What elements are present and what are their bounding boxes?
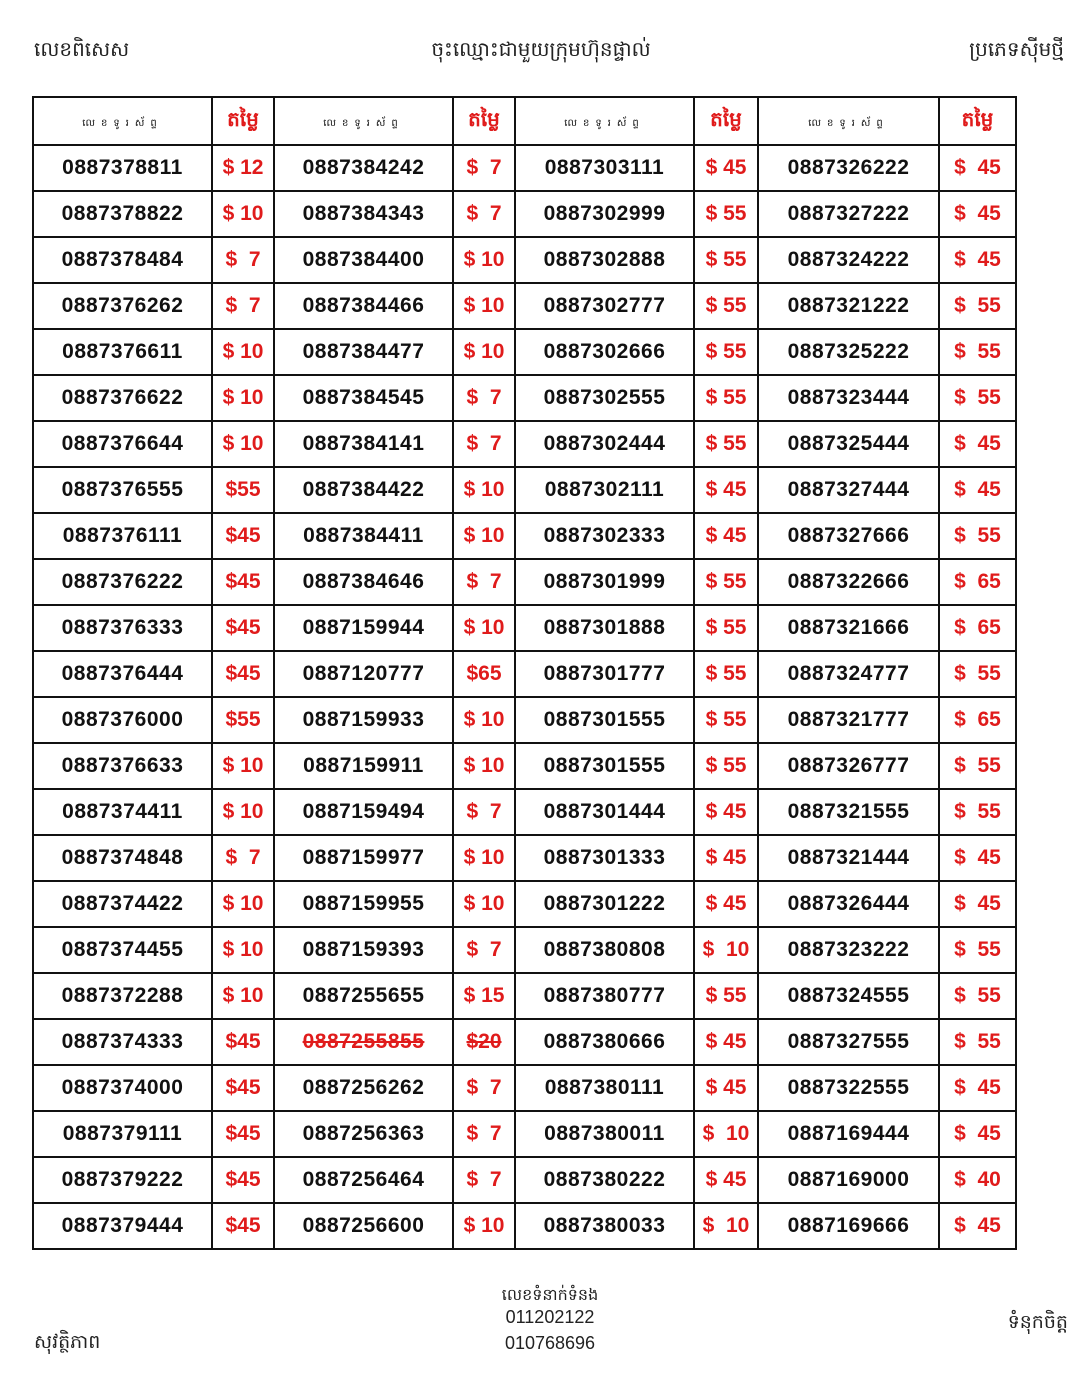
price-cell: $ 10 xyxy=(453,1203,515,1249)
price-cell: $ 10 xyxy=(212,329,274,375)
phone-number-cell: 0887321666 xyxy=(758,605,939,651)
phone-number-cell: 0887303111 xyxy=(515,145,694,191)
phone-number-cell: 0887301555 xyxy=(515,697,694,743)
price-cell: $ 7 xyxy=(453,145,515,191)
price-cell: $ 55 xyxy=(939,973,1016,1019)
column-header-price: តម្លៃ xyxy=(939,97,1016,145)
phone-number-cell: 0887376111 xyxy=(33,513,212,559)
phone-number-cell: 0887376444 xyxy=(33,651,212,697)
phone-number-cell: 0887325222 xyxy=(758,329,939,375)
phone-number-cell: 0887323444 xyxy=(758,375,939,421)
price-cell: $ 55 xyxy=(694,421,758,467)
phone-number-cell: 0887302888 xyxy=(515,237,694,283)
phone-number-cell: 0887302333 xyxy=(515,513,694,559)
price-cell: $ 10 xyxy=(453,513,515,559)
price-cell: $ 10 xyxy=(453,329,515,375)
price-cell: $ 55 xyxy=(694,559,758,605)
phone-number-cell: 0887169666 xyxy=(758,1203,939,1249)
footer-right-text: ទំនុកចិត្ត xyxy=(1007,1311,1068,1333)
phone-number-cell: 0887379111 xyxy=(33,1111,212,1157)
contact-block xyxy=(0,1286,1082,1356)
price-cell: $ 7 xyxy=(212,283,274,329)
phone-number-cell: 0887301888 xyxy=(515,605,694,651)
phone-number-cell: 0887326777 xyxy=(758,743,939,789)
price-cell: $ 55 xyxy=(939,927,1016,973)
price-cell: $ 55 xyxy=(694,375,758,421)
table-row xyxy=(33,789,1016,835)
phone-number-cell: 0887120777 xyxy=(274,651,453,697)
phone-number-cell: 0887301999 xyxy=(515,559,694,605)
price-cell: $45 xyxy=(212,1019,274,1065)
price-cell: $ 45 xyxy=(939,1065,1016,1111)
phone-number-cell: 0887159494 xyxy=(274,789,453,835)
price-cell: $45 xyxy=(212,513,274,559)
table-row xyxy=(33,145,1016,191)
table-header-row xyxy=(33,97,1016,145)
price-cell: $ 7 xyxy=(212,835,274,881)
phone-number-cell: 0887327666 xyxy=(758,513,939,559)
phone-number-cell: 0887374422 xyxy=(33,881,212,927)
phone-number-cell: 0887324222 xyxy=(758,237,939,283)
price-cell: $ 55 xyxy=(939,513,1016,559)
price-cell: $ 7 xyxy=(453,421,515,467)
price-cell: $ 45 xyxy=(694,1065,758,1111)
price-cell: $ 7 xyxy=(453,789,515,835)
phone-number-cell: 0887374333 xyxy=(33,1019,212,1065)
price-cell: $20 xyxy=(453,1019,515,1065)
price-cell: $ 55 xyxy=(939,651,1016,697)
price-cell: $ 45 xyxy=(939,421,1016,467)
phone-number-cell: 0887384646 xyxy=(274,559,453,605)
phone-number-cell: 0887376633 xyxy=(33,743,212,789)
price-cell: $ 55 xyxy=(939,283,1016,329)
price-cell: $ 7 xyxy=(453,1157,515,1203)
phone-number-cell: 0887384141 xyxy=(274,421,453,467)
phone-number-cell: 0887376333 xyxy=(33,605,212,651)
phone-number-cell: 0887302111 xyxy=(515,467,694,513)
price-cell: $ 10 xyxy=(453,605,515,651)
phone-number-cell: 0887380011 xyxy=(515,1111,694,1157)
column-header-number: លេខទូរស័ព្ទ xyxy=(33,97,212,145)
price-cell: $ 55 xyxy=(694,329,758,375)
price-cell: $ 45 xyxy=(939,191,1016,237)
phone-number-cell: 0887380777 xyxy=(515,973,694,1019)
phone-number-cell: 0887301222 xyxy=(515,881,694,927)
price-cell: $ 7 xyxy=(453,927,515,973)
price-cell: $ 55 xyxy=(694,973,758,1019)
price-cell: $45 xyxy=(212,1111,274,1157)
phone-number-cell: 0887159944 xyxy=(274,605,453,651)
phone-number-cell: 0887378822 xyxy=(33,191,212,237)
table-row xyxy=(33,881,1016,927)
price-cell: $ 7 xyxy=(453,559,515,605)
price-cell: $ 65 xyxy=(939,605,1016,651)
phone-number-cell: 0887376222 xyxy=(33,559,212,605)
price-cell: $45 xyxy=(212,1065,274,1111)
header-center-title: ចុះឈ្មោះជាមួយក្រុមហ៊ុនផ្ទាល់ xyxy=(431,37,651,61)
phone-number-cell: 0887374848 xyxy=(33,835,212,881)
price-cell: $55 xyxy=(212,467,274,513)
price-cell: $ 10 xyxy=(212,743,274,789)
phone-number-cell: 0887380222 xyxy=(515,1157,694,1203)
price-cell: $ 55 xyxy=(694,283,758,329)
footer-left-text: សុវត្ថិភាព xyxy=(34,1331,101,1353)
phone-number-cell: 0887327555 xyxy=(758,1019,939,1065)
table-row xyxy=(33,283,1016,329)
price-cell: $ 55 xyxy=(939,789,1016,835)
price-cell: $ 45 xyxy=(939,1203,1016,1249)
price-cell: $ 10 xyxy=(453,467,515,513)
price-cell: $45 xyxy=(212,1157,274,1203)
contact-phone: 011202122 xyxy=(505,1307,595,1327)
phone-number-cell: 0887159955 xyxy=(274,881,453,927)
price-cell: $ 65 xyxy=(939,697,1016,743)
phone-number-cell: 0887321222 xyxy=(758,283,939,329)
table-row xyxy=(33,559,1016,605)
price-cell: $ 10 xyxy=(212,973,274,1019)
phone-number-cell: 0887322555 xyxy=(758,1065,939,1111)
phone-number-cell: 0887384466 xyxy=(274,283,453,329)
phone-number-cell: 0887256262 xyxy=(274,1065,453,1111)
phone-number-cell: 0887384477 xyxy=(274,329,453,375)
price-cell: $ 55 xyxy=(939,1019,1016,1065)
price-cell: $ 7 xyxy=(453,375,515,421)
phone-number-cell: 0887327222 xyxy=(758,191,939,237)
phone-number-cell: 0887380033 xyxy=(515,1203,694,1249)
price-cell: $ 10 xyxy=(453,697,515,743)
phone-number-cell: 0887255855 xyxy=(274,1019,453,1065)
phone-number-cell: 0887327444 xyxy=(758,467,939,513)
column-header-price: តម្លៃ xyxy=(212,97,274,145)
phone-number-cell: 0887322666 xyxy=(758,559,939,605)
phone-number-cell: 0887159911 xyxy=(274,743,453,789)
price-cell: $ 10 xyxy=(212,191,274,237)
header-right-text: ប្រភេទស៊ីមថ្មី xyxy=(969,37,1064,61)
price-cell: $ 7 xyxy=(453,191,515,237)
price-cell: $ 45 xyxy=(939,881,1016,927)
phone-number-cell: 0887380666 xyxy=(515,1019,694,1065)
phone-number-cell: 0887256363 xyxy=(274,1111,453,1157)
price-cell: $ 10 xyxy=(453,881,515,927)
price-cell: $ 55 xyxy=(694,743,758,789)
price-cell: $ 45 xyxy=(939,1111,1016,1157)
header-left-text: លេខពិសេស xyxy=(34,37,130,61)
price-cell: $ 10 xyxy=(453,283,515,329)
phone-number-cell: 0887302444 xyxy=(515,421,694,467)
price-cell: $ 7 xyxy=(453,1111,515,1157)
price-cell: $55 xyxy=(212,697,274,743)
price-cell: $ 10 xyxy=(453,237,515,283)
price-cell: $ 45 xyxy=(939,145,1016,191)
column-header-price: តម្លៃ xyxy=(694,97,758,145)
price-cell: $ 10 xyxy=(212,927,274,973)
price-cell: $ 45 xyxy=(939,237,1016,283)
phone-number-cell: 0887302555 xyxy=(515,375,694,421)
phone-number-cell: 0887326222 xyxy=(758,145,939,191)
contact-label: លេខទំនាក់ទំនង xyxy=(501,1285,599,1304)
price-cell: $ 55 xyxy=(939,375,1016,421)
phone-number-cell: 0887301333 xyxy=(515,835,694,881)
price-cell: $ 10 xyxy=(212,375,274,421)
table-row xyxy=(33,927,1016,973)
phone-number-cell: 0887376555 xyxy=(33,467,212,513)
price-cell: $ 45 xyxy=(694,145,758,191)
price-cell: $ 10 xyxy=(694,927,758,973)
phone-number-cell: 0887379222 xyxy=(33,1157,212,1203)
phone-number-cell: 0887323222 xyxy=(758,927,939,973)
phone-number-cell: 0887380808 xyxy=(515,927,694,973)
phone-number-cell: 0887374455 xyxy=(33,927,212,973)
price-cell: $ 10 xyxy=(212,881,274,927)
phone-number-cell: 0887255655 xyxy=(274,973,453,1019)
price-cell: $ 45 xyxy=(939,467,1016,513)
price-cell: $ 10 xyxy=(453,743,515,789)
table-row xyxy=(33,973,1016,1019)
price-cell: $ 40 xyxy=(939,1157,1016,1203)
price-cell: $ 45 xyxy=(694,881,758,927)
sim-number-price-table xyxy=(32,96,1017,1250)
price-cell: $45 xyxy=(212,1203,274,1249)
price-cell: $ 7 xyxy=(453,1065,515,1111)
price-cell: $ 10 xyxy=(212,789,274,835)
phone-number-cell: 0887384242 xyxy=(274,145,453,191)
table-row xyxy=(33,467,1016,513)
table-row xyxy=(33,605,1016,651)
price-cell: $ 55 xyxy=(694,697,758,743)
phone-number-cell: 0887325444 xyxy=(758,421,939,467)
price-cell: $45 xyxy=(212,559,274,605)
price-cell: $ 10 xyxy=(694,1203,758,1249)
price-cell: $ 10 xyxy=(694,1111,758,1157)
price-cell: $ 7 xyxy=(212,237,274,283)
table-row xyxy=(33,1019,1016,1065)
column-header-number: លេខទូរស័ព្ទ xyxy=(274,97,453,145)
table-row xyxy=(33,743,1016,789)
phone-number-cell: 0887376622 xyxy=(33,375,212,421)
table-row xyxy=(33,1203,1016,1249)
table-row xyxy=(33,375,1016,421)
phone-number-cell: 0887376262 xyxy=(33,283,212,329)
phone-number-cell: 0887384422 xyxy=(274,467,453,513)
price-cell: $ 55 xyxy=(694,191,758,237)
phone-number-cell: 0887256464 xyxy=(274,1157,453,1203)
phone-number-cell: 0887321555 xyxy=(758,789,939,835)
phone-number-cell: 0887374000 xyxy=(33,1065,212,1111)
price-cell: $ 45 xyxy=(694,513,758,559)
price-cell: $ 10 xyxy=(453,835,515,881)
phone-number-cell: 0887376611 xyxy=(33,329,212,375)
price-cell: $ 45 xyxy=(694,789,758,835)
phone-number-cell: 0887301555 xyxy=(515,743,694,789)
price-cell: $ 45 xyxy=(939,835,1016,881)
phone-number-cell: 0887301444 xyxy=(515,789,694,835)
price-cell: $ 55 xyxy=(694,605,758,651)
phone-number-cell: 0887159393 xyxy=(274,927,453,973)
phone-number-cell: 0887378811 xyxy=(33,145,212,191)
column-header-number: លេខទូរស័ព្ទ xyxy=(515,97,694,145)
price-cell: $ 45 xyxy=(694,467,758,513)
contact-phone: 010768696 xyxy=(504,1333,596,1353)
phone-number-cell: 0887324777 xyxy=(758,651,939,697)
price-cell: $ 10 xyxy=(212,421,274,467)
price-cell: $ 55 xyxy=(694,237,758,283)
phone-number-cell: 0887384411 xyxy=(274,513,453,559)
phone-number-cell: 0887302777 xyxy=(515,283,694,329)
phone-number-cell: 0887376000 xyxy=(33,697,212,743)
table-row xyxy=(33,237,1016,283)
price-cell: $ 45 xyxy=(694,835,758,881)
phone-number-cell: 0887169000 xyxy=(758,1157,939,1203)
table-row xyxy=(33,191,1016,237)
phone-number-cell: 0887169444 xyxy=(758,1111,939,1157)
table-row xyxy=(33,329,1016,375)
column-header-number: លេខទូរស័ព្ទ xyxy=(758,97,939,145)
column-header-price: តម្លៃ xyxy=(453,97,515,145)
phone-number-cell: 0887256600 xyxy=(274,1203,453,1249)
table-row xyxy=(33,835,1016,881)
phone-number-cell: 0887384343 xyxy=(274,191,453,237)
price-cell: $ 15 xyxy=(453,973,515,1019)
price-cell: $ 45 xyxy=(694,1019,758,1065)
phone-number-cell: 0887302666 xyxy=(515,329,694,375)
price-cell: $ 12 xyxy=(212,145,274,191)
phone-number-cell: 0887326444 xyxy=(758,881,939,927)
table-row xyxy=(33,421,1016,467)
price-cell: $ 55 xyxy=(939,743,1016,789)
phone-number-cell: 0887376644 xyxy=(33,421,212,467)
table-row xyxy=(33,1065,1016,1111)
phone-number-cell: 0887321777 xyxy=(758,697,939,743)
phone-number-cell: 0887384545 xyxy=(274,375,453,421)
phone-number-cell: 0887380111 xyxy=(515,1065,694,1111)
price-cell: $ 45 xyxy=(694,1157,758,1203)
table-row xyxy=(33,513,1016,559)
phone-number-cell: 0887321444 xyxy=(758,835,939,881)
phone-number-cell: 0887378484 xyxy=(33,237,212,283)
phone-number-cell: 0887324555 xyxy=(758,973,939,1019)
phone-number-cell: 0887302999 xyxy=(515,191,694,237)
table-row xyxy=(33,697,1016,743)
phone-number-cell: 0887379444 xyxy=(33,1203,212,1249)
table-row xyxy=(33,651,1016,697)
price-cell: $ 55 xyxy=(694,651,758,697)
price-cell: $ 65 xyxy=(939,559,1016,605)
price-cell: $ 55 xyxy=(939,329,1016,375)
price-cell: $45 xyxy=(212,605,274,651)
phone-number-cell: 0887384400 xyxy=(274,237,453,283)
phone-number-cell: 0887159933 xyxy=(274,697,453,743)
table-row xyxy=(33,1111,1016,1157)
price-cell: $65 xyxy=(453,651,515,697)
table-row xyxy=(33,1157,1016,1203)
price-cell: $45 xyxy=(212,651,274,697)
phone-number-cell: 0887374411 xyxy=(33,789,212,835)
phone-number-cell: 0887159977 xyxy=(274,835,453,881)
phone-number-cell: 0887372288 xyxy=(33,973,212,1019)
phone-number-cell: 0887301777 xyxy=(515,651,694,697)
